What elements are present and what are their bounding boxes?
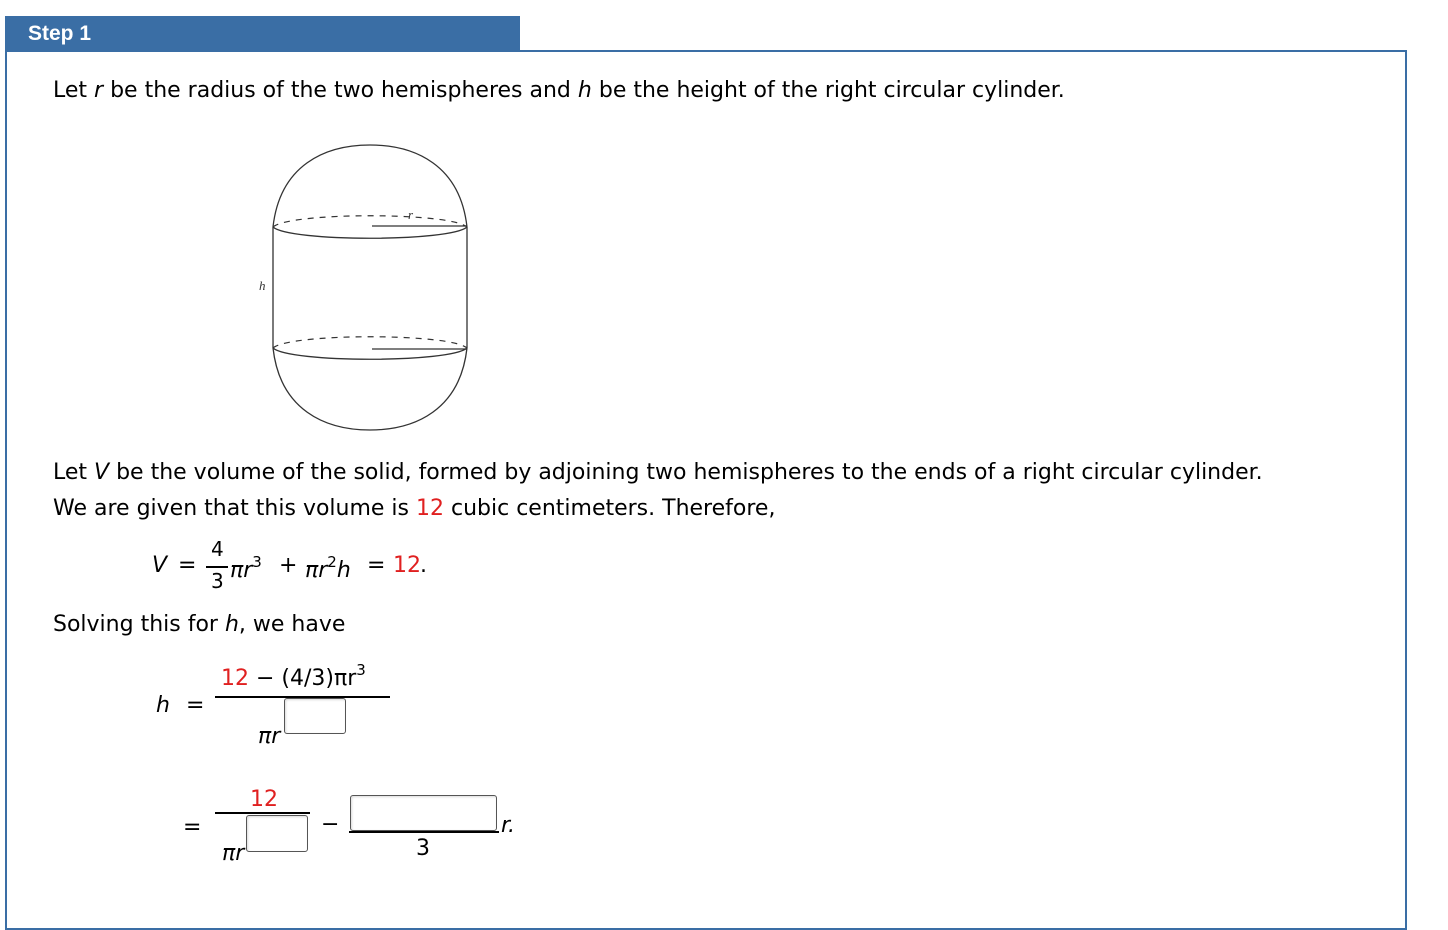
step-header: Step 1	[5, 16, 520, 52]
top-hemisphere	[273, 145, 467, 227]
solving-text: Solving this for h, we have	[53, 612, 346, 637]
step-panel	[5, 50, 1407, 930]
radius-label: r	[408, 207, 414, 222]
exponent-answer-box-2[interactable]	[246, 815, 308, 852]
capsule-figure	[260, 140, 480, 440]
volume-line-1: Let V be the volume of the solid, formed by adjoining two hemispheres to the ends of a right circular cylinder.	[53, 460, 1263, 485]
coefficient-answer-box[interactable]	[350, 795, 497, 831]
exponent-answer-box-1[interactable]	[284, 698, 346, 734]
height-label: h	[259, 278, 266, 293]
bottom-hemisphere	[273, 348, 467, 430]
intro-text: Let r be the radius of the two hemispheres and h be the height of the right circular cylinder.	[53, 78, 1065, 103]
volume-line-2: We are given that this volume is 12 cubic centimeters. Therefore,	[53, 496, 776, 521]
